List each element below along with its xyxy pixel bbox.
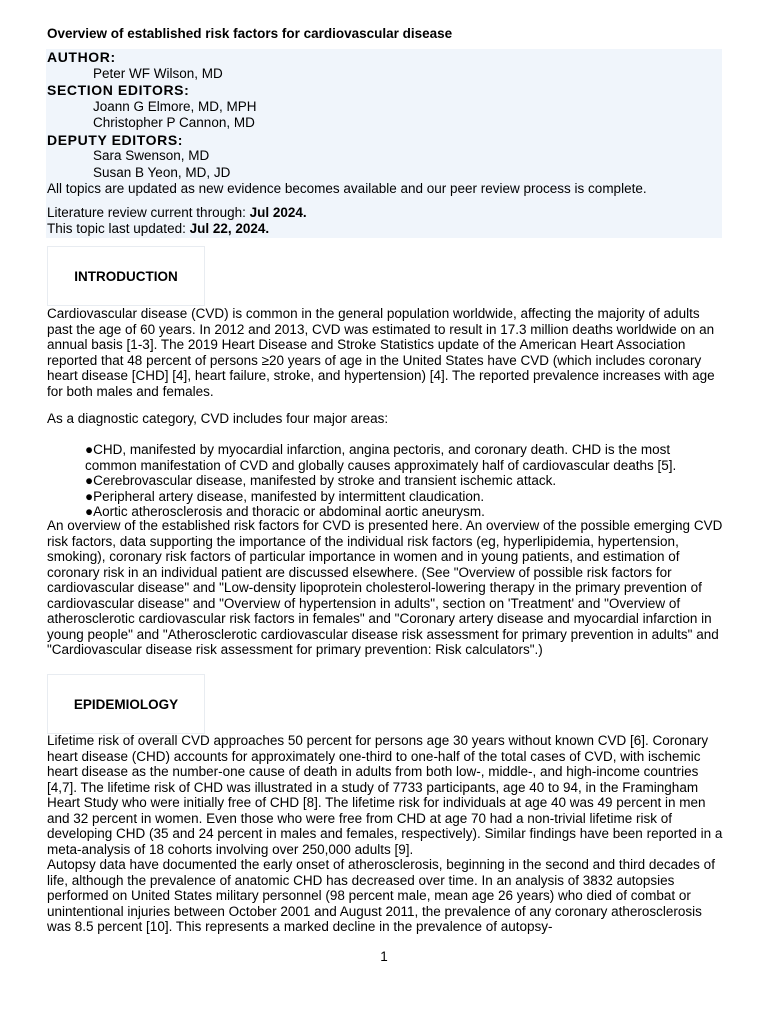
cvd-areas-list xyxy=(85,442,725,520)
literature-review-line xyxy=(46,205,722,222)
epidemiology-heading: EPIDEMIOLOGY xyxy=(47,674,205,734)
author-label: AUTHOR: xyxy=(47,49,116,65)
list-item: ●CHD, manifested by myocardial infarction, angina pectoris, and coronary death. CHD is the most common manifestation of CVD and globally causes approximately half of cardiovascular deaths [5]. xyxy=(85,442,677,473)
section-editors-label: SECTION EDITORS: xyxy=(47,82,190,98)
literature-review-prefix: Literature review current through: xyxy=(47,204,250,220)
list-item: ●Aortic atherosclerosis and thoracic or abdominal aortic aneurysm. xyxy=(85,504,485,519)
last-updated-date: Jul 22, 2024. xyxy=(189,221,270,236)
last-updated-line xyxy=(46,221,722,238)
introduction-paragraph-2: As a diagnostic category, CVD includes four major areas: xyxy=(47,411,389,426)
deputy-editors-label: DEPUTY EDITORS: xyxy=(47,131,184,148)
update-note: All topics are updated as new evidence becomes available and our peer review process is complete. xyxy=(47,181,647,196)
deputy-editor-name: Sara Swenson, MD xyxy=(93,148,210,163)
section-editor-name: Joann G Elmore, MD, MPH xyxy=(93,98,257,114)
deputy-editor-name: Susan B Yeon, MD, JD xyxy=(93,164,231,180)
author-name: Peter WF Wilson, MD xyxy=(93,65,223,81)
list-item: ●Peripheral artery disease, manifested by intermittent claudication. xyxy=(85,488,485,504)
page-number: 1 xyxy=(380,949,388,964)
document-title: Overview of established risk factors for cardiovascular disease xyxy=(47,26,453,41)
list-item: ●Cerebrovascular disease, manifested by stroke and transient ischemic attack. xyxy=(85,473,557,488)
literature-review-date: Jul 2024. xyxy=(249,204,307,220)
section-editor-name: Christopher P Cannon, MD xyxy=(93,115,255,130)
epidemiology-paragraph-1: Lifetime risk of overall CVD approaches 50 percent for persons age 30 years without known CVD [6]. Coronary heart disease (CHD) accounts for approximately one-third to one-half of the total cases of CVD, with ischemic heart disease as the number-one cause of death in adults from both low-, middle-, and high-income countries [4,7]. The lifetime risk of CHD was illustrated in a study of 7733 participants, age 40 to 94, in the Framingham Heart Study who were initially free of CHD [8]. The lifetime risk for individuals at age 40 was 49 percent in men and 32 percent in women. Even those who were free from CHD at age 70 had a non-trivial lifetime risk of developing CHD (35 and 24 percent in males and females, respectively). Similar findings have been reported in a meta-analysis of 18 cohorts involving over 250,000 adults [9]. xyxy=(47,733,723,857)
metadata-box xyxy=(46,49,722,238)
introduction-paragraph-1: Cardiovascular disease (CVD) is common in the general population worldwide, affecting the majority of adults past the age of 60 years. In 2012 and 2013, CVD was estimated to result in 17.3 million deaths worldwide on an annual basis [1-3]. The 2019 Heart Disease and Stroke Statistics update of the American Heart Association reported that 48 percent of persons ≥20 years of age in the United States have CVD (which includes coronary heart disease [CHD] [4], heart failure, stroke, and hypertension) [4]. The reported prevalence increases with age for both males and females. xyxy=(47,306,715,399)
introduction-paragraph-3: An overview of the established risk factors for CVD is presented here. An overview of the possible emerging CVD risk factors, data supporting the importance of the individual risk factors (eg, hyperlipidemia, hypertension, smoking), coronary risk factors of particular importance in women and in young patients, and estimation of coronary risk in an individual patient are discussed elsewhere. (See "Overview of possible risk factors for cardiovascular disease" and "Low-density lipoprotein cholesterol-lowering therapy in the primary prevention of cardiovascular disease" and "Overview of hypertension in adults", section on 'Treatment' and "Overview of atherosclerotic cardiovascular risk factors in females" and "Coronary artery disease and myocardial infarction in young people" and "Atherosclerotic cardiovascular disease risk assessment for primary prevention in adults" and "Cardiovascular disease risk assessment for primary prevention: Risk calculators".) xyxy=(47,518,723,657)
last-updated-prefix: This topic last updated: xyxy=(47,221,190,236)
epidemiology-paragraph-2: Autopsy data have documented the early onset of atherosclerosis, beginning in the second and third decades of life, although the prevalence of anatomic CHD has decreased over time. In an analysis of 3832 autopsies performed on United States military personnel (98 percent male, mean age 26 years) who died of combat or unintentional injuries between October 2001 and August 2011, the prevalence of any coronary atherosclerosis was 8.5 percent [10]. This represents a marked decline in the prevalence of autopsy- xyxy=(47,857,715,934)
introduction-heading: INTRODUCTION xyxy=(47,246,205,306)
